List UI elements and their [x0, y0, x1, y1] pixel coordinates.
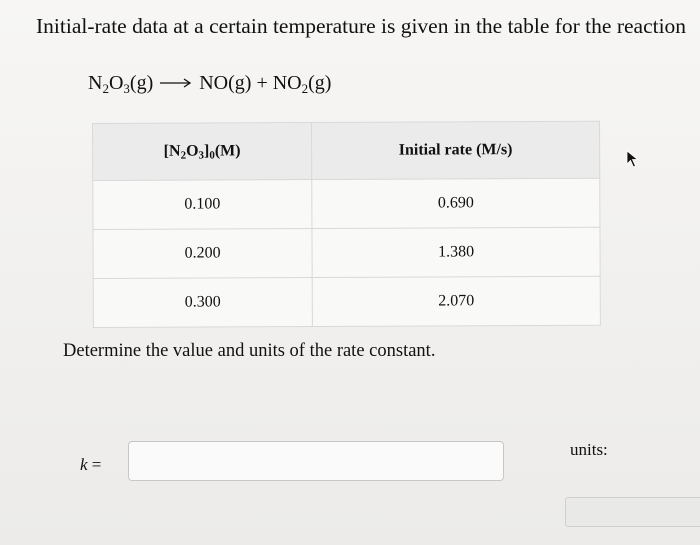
concentration-cell: 0.300 [93, 278, 312, 328]
table-header-row [93, 121, 600, 180]
k-answer-input[interactable] [128, 441, 504, 481]
question-prompt: Determine the value and units of the rate constant. [63, 341, 436, 361]
plus-sign: + [256, 72, 268, 94]
reactant-state: (g) [129, 72, 154, 94]
k-symbol: k [80, 455, 88, 474]
product-2-sub: 2 [301, 81, 309, 96]
concentration-cell: 0.200 [93, 229, 312, 279]
rate-data-table [92, 121, 601, 328]
units-label: units: [570, 440, 608, 459]
header-conc-unit: (M) [214, 142, 241, 160]
header-conc-sub-3: 0 [209, 149, 215, 162]
units-answer-input[interactable] [565, 497, 700, 527]
reactant-sub-1: 2 [102, 81, 109, 96]
rate-cell: 1.380 [312, 227, 600, 277]
rate-data-table-wrapper [92, 121, 601, 328]
table-row [93, 276, 600, 327]
header-conc-sub-1: 2 [180, 149, 187, 162]
header-conc-sub-2: 3 [198, 149, 205, 162]
reaction-arrow-icon [159, 72, 193, 95]
reactant-base: N [88, 72, 103, 94]
product-1: NO(g) [199, 72, 252, 94]
header-conc-close: ] [203, 142, 210, 160]
header-conc-open: [N [163, 142, 181, 160]
problem-intro: Initial-rate data at a certain temperature is given in the table for the reaction [36, 14, 687, 38]
header-initial-rate: Initial rate (M/s) [312, 121, 600, 179]
header-conc-mid: O [186, 142, 199, 160]
mouse-cursor-icon [626, 150, 640, 168]
reactant-sub-2: 3 [123, 81, 130, 96]
reaction-equation [88, 72, 331, 95]
k-label [80, 455, 101, 475]
product-2-state: (g) [308, 72, 332, 94]
rate-cell: 2.070 [312, 276, 600, 326]
k-equals: = [91, 455, 102, 474]
concentration-cell: 0.100 [93, 180, 312, 230]
product-2-base: NO [272, 72, 302, 94]
table-row [93, 227, 600, 278]
header-concentration [93, 123, 312, 181]
reactant-mid: O [108, 72, 124, 94]
rate-cell: 0.690 [312, 178, 600, 228]
table-row [93, 178, 600, 229]
